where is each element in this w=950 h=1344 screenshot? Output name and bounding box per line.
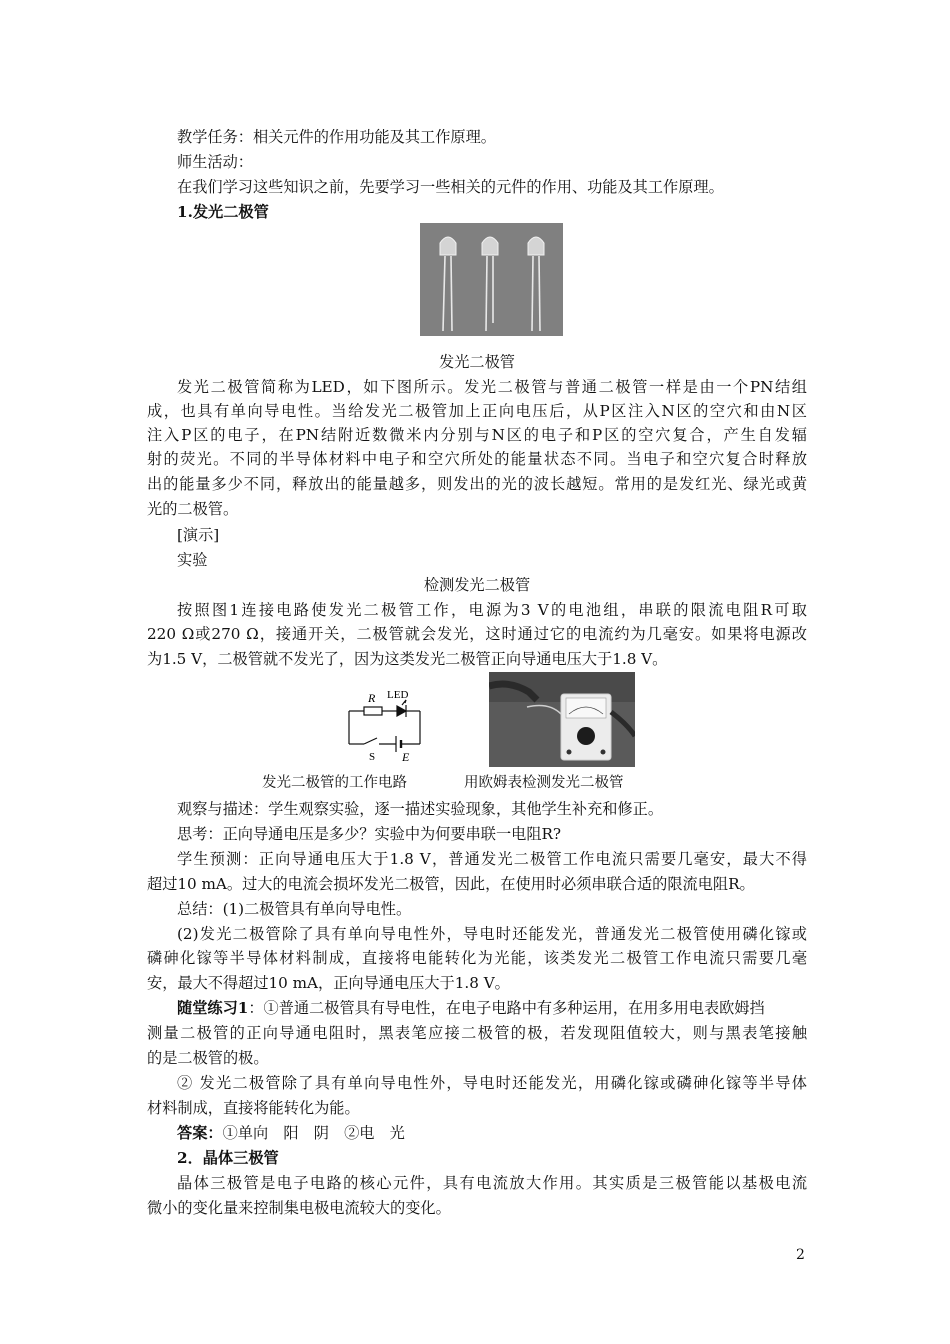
text-line: 晶体三极管是电子电路的核心元件，具有电流放大作用。其实质是三极管能以基极电流 bbox=[177, 1174, 807, 1192]
text-line: 材料制成，直接将能转化为能。 bbox=[147, 1099, 360, 1117]
ohmmeter-photo bbox=[489, 672, 635, 767]
text-line: (2)发光二极管除了具有单向导电性外，导电时还能发光，普通发光二极管使用磷化镓或 bbox=[177, 925, 807, 943]
exercise-label: 随堂练习1 bbox=[177, 999, 249, 1017]
text-line: 思考：正向导通电压是多少？实验中为何要串联一电阻R? bbox=[177, 825, 562, 843]
ohmmeter-caption: 用欧姆表检测发光二极管 bbox=[464, 775, 624, 791]
text-line: 安，最大不得超过10 mA，正向导通电压大于1.8 V。 bbox=[147, 974, 510, 992]
figure-caption: 发光二极管 bbox=[439, 353, 515, 371]
text-line: 微小的变化量来控制集电极电流较大的变化。 bbox=[147, 1199, 451, 1217]
section-heading: 1.发光二极管 bbox=[177, 203, 269, 221]
battery-label: E bbox=[402, 750, 410, 763]
text-line: 成，也具有单向导电性。当给发光二极管加上正向电压后，从P区注入N区的空穴和由N区 bbox=[147, 402, 807, 420]
text-line: 测量二极管的正向导通电阻时，黑表笔应接二极管的极，若发现阻值较大，则与黑表笔接触 bbox=[147, 1024, 807, 1042]
text-line: 注入P区的电子，在PN结附近数微米内分别与N区的电子和P区的空穴复合，产生自发辐 bbox=[147, 426, 807, 444]
answer-line bbox=[177, 1121, 807, 1145]
text-line: 出的能量多少不同，释放出的能量越多，则发出的光的波长越短。常用的是发红光、绿光或黄 bbox=[147, 475, 807, 493]
text-line: 总结：(1)二极管具有单向导电性。 bbox=[177, 900, 412, 918]
text-line: 实验 bbox=[177, 551, 208, 569]
switch-label: S bbox=[369, 751, 376, 763]
resistor-label: R bbox=[368, 691, 376, 705]
text-line: 发光二极管简称为LED，如下图所示。发光二极管与普通二极管一样是由一个PN结组 bbox=[177, 378, 807, 396]
circuit-caption: 发光二极管的工作电路 bbox=[262, 775, 407, 791]
text-line: 在我们学习这些知识之前，先要学习一些相关的元件的作用、功能及其工作原理。 bbox=[177, 178, 724, 196]
text-line: 按照图1连接电路使发光二极管工作，电源为3 V的电池组，串联的限流电阻R可取 bbox=[177, 601, 807, 619]
answer-label: 答案： bbox=[177, 1124, 223, 1142]
text-line: 师生活动： bbox=[177, 153, 253, 171]
exercise-text: ：①普通二极管具有导电性，在电子电路中有多种运用，在用多用电表欧姆挡 bbox=[248, 999, 765, 1017]
text-line: 超过10 mA。过大的电流会损坏发光二极管，因此，在使用时必须串联合适的限流电阻R。 bbox=[147, 875, 755, 893]
text-line: 磷砷化镓等半导体材料制成，直接将电能转化为光能，该类发光二极管工作电流只需要几毫 bbox=[147, 949, 807, 967]
section-heading: 2．晶体三极管 bbox=[177, 1149, 279, 1167]
text-line: 为1.5 V，二极管就不发光了，因为这类发光二极管正向导通电压大于1.8 V。 bbox=[147, 650, 668, 668]
page-number: 2 bbox=[796, 1247, 805, 1263]
text-line: 射的荧光。不同的半导体材料中电子和空穴所处的能量状态不同。当电子和空穴复合时释放 bbox=[147, 450, 807, 468]
text-line: 观察与描述：学生观察实验，逐一描述实验现象，其他学生补充和修正。 bbox=[177, 800, 663, 818]
led-circuit-diagram bbox=[340, 683, 430, 763]
text-line: ② 发光二极管除了具有单向导电性外，导电时还能发光，用磷化镓或磷砷化镓等半导体 bbox=[177, 1074, 807, 1092]
text-line: 学生预测：正向导通电压大于1.8 V，普通发光二极管工作电流只需要几毫安，最大不得 bbox=[177, 850, 807, 868]
exercise-line bbox=[177, 996, 807, 1020]
led-label: LED bbox=[387, 689, 409, 701]
text-line: 光的二极管。 bbox=[147, 500, 239, 518]
text-line: [演示] bbox=[177, 526, 220, 544]
text-line: 的是二极管的极。 bbox=[147, 1049, 269, 1067]
text-line: 220 Ω或270 Ω，接通开关，二极管就会发光，这时通过它的电流约为几毫安。如果将电源改 bbox=[147, 625, 807, 643]
answer-text: ①单向 阳 阴 ②电 光 bbox=[222, 1124, 405, 1142]
experiment-title: 检测发光二极管 bbox=[423, 576, 531, 594]
led-photo bbox=[420, 223, 563, 336]
text-line: 教学任务：相关元件的作用功能及其工作原理。 bbox=[177, 128, 496, 146]
